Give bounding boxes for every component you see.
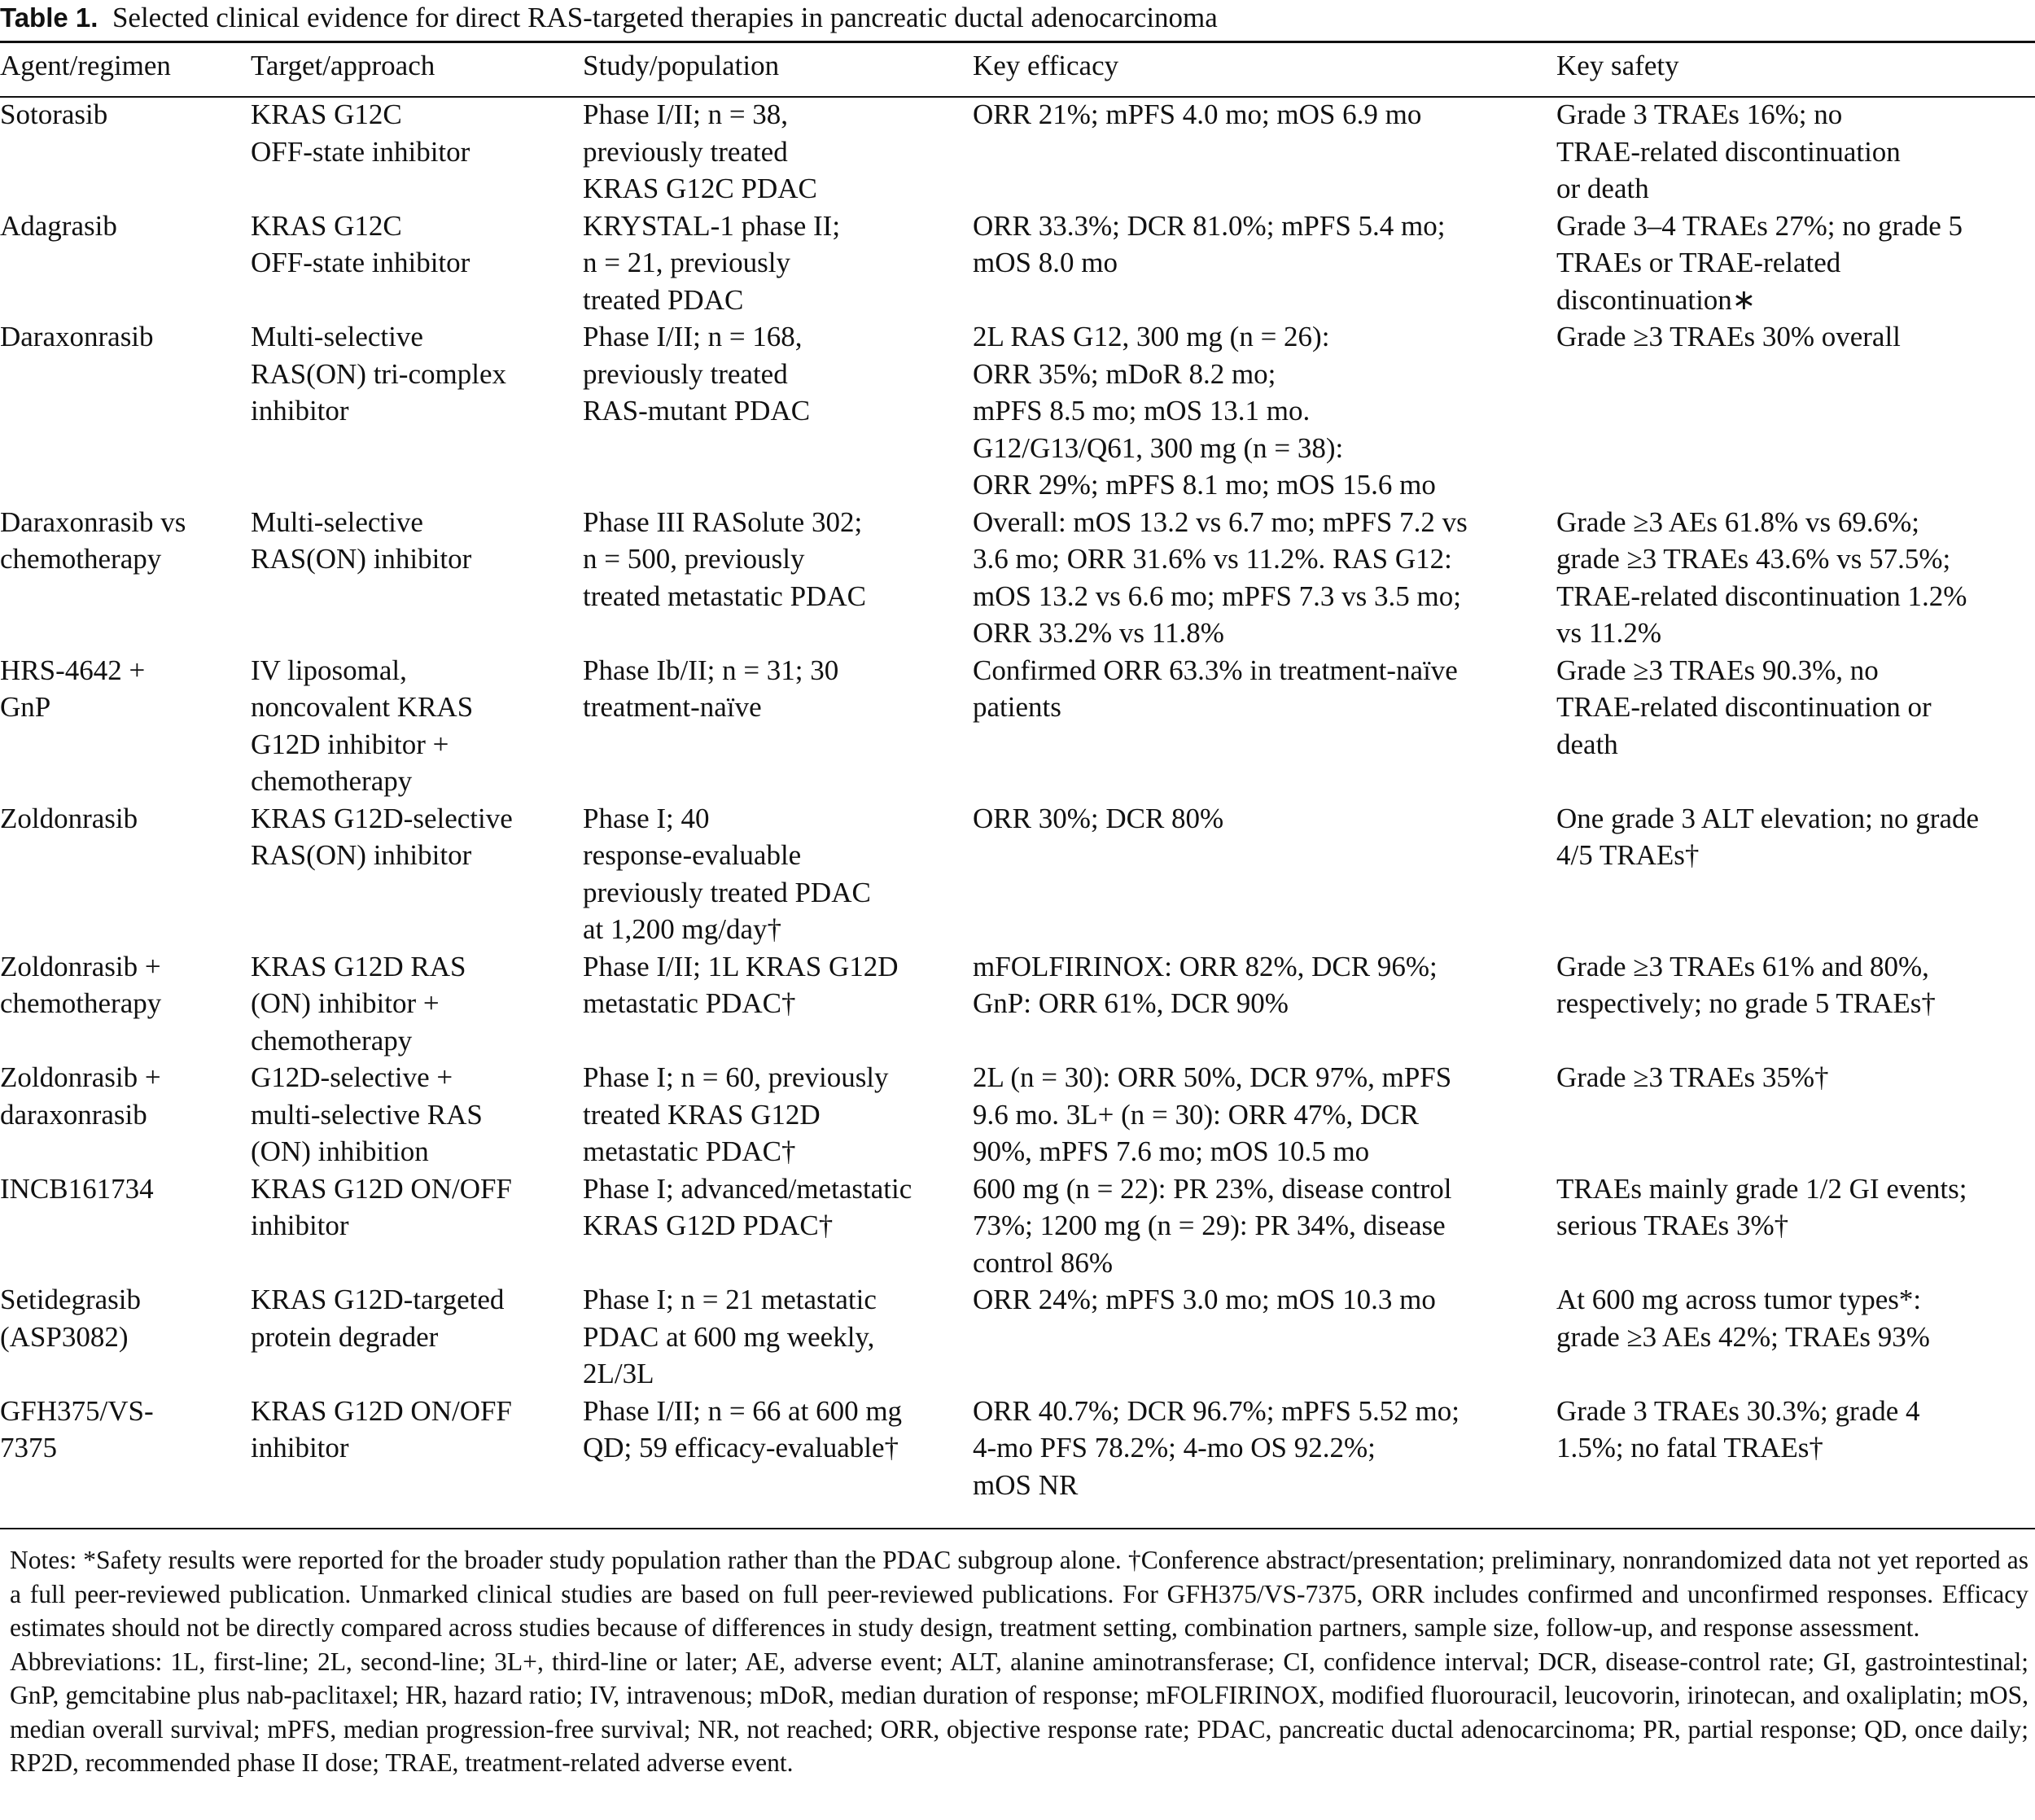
cell-line: OFF-state inhibitor xyxy=(251,247,470,278)
cell-study xyxy=(583,1059,973,1170)
cell-study xyxy=(583,96,973,208)
cell-line: KRAS G12C xyxy=(251,209,402,242)
cell-target xyxy=(251,948,583,1060)
cell-line: response-evaluable xyxy=(583,839,802,871)
cell-agent xyxy=(0,1170,251,1282)
cell-line: previously treated xyxy=(583,357,788,390)
cell-safety xyxy=(1556,1393,2035,1504)
cell-line: TRAE-related discontinuation 1.2% xyxy=(1556,580,1967,612)
cell-line: Grade 3 TRAEs 30.3%; grade 4 xyxy=(1556,1394,1920,1427)
cell-line: 2L (n = 30): ORR 50%, DCR 97%, mPFS xyxy=(973,1061,1452,1093)
cell-line: Phase I/II; 1L KRAS G12D xyxy=(583,950,899,982)
cell-agent xyxy=(0,1281,251,1393)
cell-target xyxy=(251,1281,583,1393)
cell-line: inhibitor xyxy=(251,395,349,427)
cell-line: Grade ≥3 TRAEs 61% and 80%, xyxy=(1556,950,1929,982)
table-row xyxy=(0,652,2035,800)
cell-line: KRAS G12D RAS xyxy=(251,950,466,982)
cell-line: treated metastatic PDAC xyxy=(583,580,866,612)
cell-safety xyxy=(1556,1281,2035,1393)
cell-line: 2L/3L xyxy=(583,1358,654,1389)
cell-line: noncovalent KRAS xyxy=(251,691,474,723)
table-row xyxy=(0,1393,2035,1504)
cell-line: TRAE-related discontinuation or xyxy=(1556,691,1932,723)
cell-line: Multi-selective xyxy=(251,505,423,538)
cell-line: KRAS G12D-targeted xyxy=(251,1284,505,1315)
cell-efficacy xyxy=(973,652,1556,800)
cell-line: multi-selective RAS xyxy=(251,1098,483,1131)
table-header-row xyxy=(0,47,2035,96)
cell-line: (ON) inhibition xyxy=(251,1135,429,1167)
cell-study xyxy=(583,948,973,1060)
cell-agent xyxy=(0,208,251,319)
table-row xyxy=(0,1059,2035,1170)
cell-line: previously treated xyxy=(583,135,788,168)
cell-agent xyxy=(0,652,251,800)
cell-efficacy xyxy=(973,1170,1556,1282)
cell-line: Zoldonrasib + xyxy=(0,950,161,982)
cell-line: Setidegrasib xyxy=(0,1284,142,1315)
cell-line: ORR 33.3%; DCR 81.0%; mPFS 5.4 mo; xyxy=(973,209,1446,242)
cell-line: Zoldonrasib + xyxy=(0,1061,161,1093)
table-caption xyxy=(0,2,1218,34)
cell-study xyxy=(583,318,973,504)
cell-target xyxy=(251,652,583,800)
cell-line: 73%; 1200 mg (n = 29): PR 34%, disease xyxy=(973,1210,1446,1241)
cell-line: At 600 mg across tumor types*: xyxy=(1556,1284,1922,1315)
cell-line: INCB161734 xyxy=(0,1172,154,1205)
cell-agent xyxy=(0,318,251,504)
cell-efficacy xyxy=(973,1059,1556,1170)
cell-line: Phase Ib/II; n = 31; 30 xyxy=(583,654,839,686)
cell-study xyxy=(583,800,973,948)
cell-efficacy xyxy=(973,948,1556,1060)
cell-safety xyxy=(1556,504,2035,652)
table-bottom-rule xyxy=(0,1528,2035,1529)
cell-efficacy xyxy=(973,208,1556,319)
cell-line: (ASP3082) xyxy=(0,1320,129,1353)
cell-target xyxy=(251,318,583,504)
table-row xyxy=(0,1281,2035,1393)
table-notes xyxy=(10,1543,2028,1780)
cell-study xyxy=(583,652,973,800)
cell-agent xyxy=(0,800,251,948)
cell-efficacy xyxy=(973,1281,1556,1393)
cell-line: TRAE-related discontinuation xyxy=(1556,135,1901,168)
cell-line: treatment-naïve xyxy=(583,691,762,723)
cell-line: 7375 xyxy=(0,1432,57,1463)
cell-line: GnP: ORR 61%, DCR 90% xyxy=(973,987,1289,1019)
cell-line: previously treated PDAC xyxy=(583,876,871,908)
cell-safety xyxy=(1556,96,2035,208)
cell-study xyxy=(583,504,973,652)
cell-line: inhibitor xyxy=(251,1210,349,1241)
table-row xyxy=(0,948,2035,1060)
cell-line: ORR 24%; mPFS 3.0 mo; mOS 10.3 mo xyxy=(973,1284,1436,1315)
cell-line: metastatic PDAC† xyxy=(583,1135,796,1167)
cell-line: Phase I; 40 xyxy=(583,802,710,834)
cell-line: 9.6 mo. 3L+ (n = 30): ORR 47%, DCR xyxy=(973,1098,1419,1131)
cell-line: RAS(ON) inhibitor xyxy=(251,543,472,575)
cell-agent xyxy=(0,948,251,1060)
cell-agent xyxy=(0,504,251,652)
cell-target xyxy=(251,96,583,208)
cell-line: Confirmed ORR 63.3% in treatment-naïve xyxy=(973,654,1458,686)
cell-line: RAS(ON) tri-complex xyxy=(251,357,506,390)
cell-line: (ON) inhibitor + xyxy=(251,987,440,1019)
cell-line: Zoldonrasib xyxy=(0,802,138,834)
header-target: Target/approach xyxy=(251,50,435,81)
cell-line: 1.5%; no fatal TRAEs† xyxy=(1556,1432,1823,1463)
cell-line: KRAS G12D PDAC† xyxy=(583,1210,834,1241)
cell-efficacy xyxy=(973,96,1556,208)
cell-line: PDAC at 600 mg weekly, xyxy=(583,1320,875,1353)
cell-line: KRAS G12C PDAC xyxy=(583,173,817,204)
cell-line: patients xyxy=(973,691,1061,723)
cell-efficacy xyxy=(973,800,1556,948)
table-row xyxy=(0,800,2035,948)
cell-target xyxy=(251,1170,583,1282)
cell-target xyxy=(251,504,583,652)
cell-line: Phase I/II; n = 66 at 600 mg xyxy=(583,1394,903,1427)
cell-line: grade ≥3 AEs 42%; TRAEs 93% xyxy=(1556,1320,1930,1353)
cell-line: 4/5 TRAEs† xyxy=(1556,839,1700,871)
cell-line: ORR 35%; mDoR 8.2 mo; xyxy=(973,357,1276,390)
cell-safety xyxy=(1556,1170,2035,1282)
cell-line: 3.6 mo; ORR 31.6% vs 11.2%. RAS G12: xyxy=(973,543,1452,575)
table-caption-text: Selected clinical evidence for direct RAS-targeted therapies in pancreatic ductal adenocarcinoma xyxy=(112,2,1218,33)
cell-line: Phase I/II; n = 168, xyxy=(583,321,803,352)
cell-line: vs 11.2% xyxy=(1556,617,1661,649)
table-top-rule xyxy=(0,41,2035,43)
cell-line: Phase I; n = 60, previously xyxy=(583,1061,889,1093)
cell-target xyxy=(251,800,583,948)
cell-line: 90%, mPFS 7.6 mo; mOS 10.5 mo xyxy=(973,1135,1370,1167)
cell-study xyxy=(583,1281,973,1393)
cell-line: KRYSTAL-1 phase II; xyxy=(583,209,841,242)
cell-line: RAS-mutant PDAC xyxy=(583,395,811,427)
cell-safety xyxy=(1556,318,2035,504)
cell-study xyxy=(583,208,973,319)
cell-line: Daraxonrasib vs xyxy=(0,505,186,538)
cell-line: treated PDAC xyxy=(583,283,744,316)
header-agent: Agent/regimen xyxy=(0,50,171,81)
cell-line: KRAS G12D ON/OFF xyxy=(251,1172,512,1205)
cell-line: Grade ≥3 TRAEs 90.3%, no xyxy=(1556,654,1879,686)
cell-line: 2L RAS G12, 300 mg (n = 26): xyxy=(973,321,1330,352)
cell-line: Grade ≥3 TRAEs 35%† xyxy=(1556,1061,1829,1093)
table-row xyxy=(0,96,2035,208)
cell-line: G12D-selective + xyxy=(251,1061,453,1093)
cell-line: Sotorasib xyxy=(0,98,108,130)
table-row xyxy=(0,208,2035,319)
cell-line: G12/G13/Q61, 300 mg (n = 38): xyxy=(973,431,1344,464)
table-row xyxy=(0,504,2035,652)
header-study: Study/population xyxy=(583,50,780,81)
cell-line: Adagrasib xyxy=(0,209,117,242)
header-safety: Key safety xyxy=(1556,50,1679,81)
cell-line: GFH375/VS- xyxy=(0,1394,154,1427)
cell-line: TRAEs mainly grade 1/2 GI events; xyxy=(1556,1172,1967,1205)
cell-line: Grade 3–4 TRAEs 27%; no grade 5 xyxy=(1556,209,1963,242)
cell-target xyxy=(251,1393,583,1504)
cell-line: mFOLFIRINOX: ORR 82%, DCR 96%; xyxy=(973,950,1438,982)
cell-safety xyxy=(1556,1059,2035,1170)
cell-efficacy xyxy=(973,1393,1556,1504)
cell-line: Phase I; n = 21 metastatic xyxy=(583,1284,877,1315)
cell-line: Phase I/II; n = 38, xyxy=(583,98,789,130)
cell-agent xyxy=(0,96,251,208)
cell-safety xyxy=(1556,800,2035,948)
cell-line: Phase I; advanced/metastatic xyxy=(583,1172,912,1205)
cell-line: Phase III RASolute 302; xyxy=(583,505,863,538)
cell-line: ORR 40.7%; DCR 96.7%; mPFS 5.52 mo; xyxy=(973,1394,1460,1427)
cell-line: chemotherapy xyxy=(251,765,413,797)
cell-line: respectively; no grade 5 TRAEs† xyxy=(1556,987,1936,1019)
cell-line: daraxonrasib xyxy=(0,1098,147,1131)
cell-study xyxy=(583,1170,973,1282)
cell-line: QD; 59 efficacy-evaluable† xyxy=(583,1432,899,1463)
cell-line: protein degrader xyxy=(251,1320,439,1353)
cell-line: OFF-state inhibitor xyxy=(251,135,470,168)
cell-line: HRS-4642 + xyxy=(0,654,146,686)
cell-line: metastatic PDAC† xyxy=(583,987,796,1019)
cell-line: GnP xyxy=(0,691,51,723)
cell-safety xyxy=(1556,208,2035,319)
cell-line: chemotherapy xyxy=(0,543,162,575)
cell-line: chemotherapy xyxy=(251,1024,413,1057)
header-efficacy: Key efficacy xyxy=(973,50,1119,81)
cell-target xyxy=(251,1059,583,1170)
cell-line: Grade ≥3 AEs 61.8% vs 69.6%; xyxy=(1556,505,1919,538)
cell-target xyxy=(251,208,583,319)
cell-line: mOS 8.0 mo xyxy=(973,247,1118,278)
cell-line: One grade 3 ALT elevation; no grade xyxy=(1556,802,1980,834)
abbreviations-paragraph: Abbreviations: 1L, first-line; 2L, second-line; 3L+, third-line or later; AE, adverse event; ALT, alanine aminotransferase; CI, confidence interval; DCR, disease-control rate; GI, gastrointestinal; GnP, gemcitabine plus nab-paclitaxel; HR, hazard ratio; IV, intravenous; mDoR, median duration of response; mFOLFIRINOX, modified fluorouracil, leucovorin, irinotecan, and oxaliplatin; mOS, median overall survival; mPFS, median progression-free survival; NR, not reached; ORR, objective response rate; PDAC, pancreatic ductal adenocarcinoma; PR, partial response; QD, once daily; RP2D, recommended phase II dose; TRAE, treatment-related adverse event. xyxy=(10,1647,2028,1777)
cell-line: grade ≥3 TRAEs 43.6% vs 57.5%; xyxy=(1556,543,1951,575)
cell-line: death xyxy=(1556,728,1618,760)
cell-line: Daraxonrasib xyxy=(0,321,154,352)
cell-safety xyxy=(1556,948,2035,1060)
evidence-table xyxy=(0,47,2035,1503)
cell-line: mOS NR xyxy=(973,1468,1079,1501)
table-row xyxy=(0,318,2035,504)
cell-line: Grade ≥3 TRAEs 30% overall xyxy=(1556,321,1901,352)
table-body xyxy=(0,96,2035,1503)
cell-line: IV liposomal, xyxy=(251,654,407,686)
cell-safety xyxy=(1556,652,2035,800)
cell-efficacy xyxy=(973,504,1556,652)
cell-line: TRAEs or TRAE-related xyxy=(1556,247,1841,278)
cell-line: KRAS G12D-selective xyxy=(251,802,513,834)
cell-line: KRAS G12D ON/OFF xyxy=(251,1394,512,1427)
cell-line: ORR 29%; mPFS 8.1 mo; mOS 15.6 mo xyxy=(973,469,1436,501)
cell-line: serious TRAEs 3%† xyxy=(1556,1210,1789,1241)
cell-line: at 1,200 mg/day† xyxy=(583,913,781,945)
cell-line: ORR 33.2% vs 11.8% xyxy=(973,617,1224,649)
cell-study xyxy=(583,1393,973,1504)
cell-agent xyxy=(0,1393,251,1504)
cell-agent xyxy=(0,1059,251,1170)
table-caption-label: Table 1. xyxy=(0,2,98,33)
cell-line: Grade 3 TRAEs 16%; no xyxy=(1556,98,1843,130)
cell-line: control 86% xyxy=(973,1246,1114,1279)
cell-line: n = 500, previously xyxy=(583,543,805,575)
cell-line: ORR 30%; DCR 80% xyxy=(973,802,1224,834)
cell-line: mOS 13.2 vs 6.6 mo; mPFS 7.3 vs 3.5 mo; xyxy=(973,580,1461,612)
cell-efficacy xyxy=(973,318,1556,504)
cell-line: mPFS 8.5 mo; mOS 13.1 mo. xyxy=(973,395,1311,427)
cell-line: or death xyxy=(1556,173,1649,204)
cell-line: KRAS G12C xyxy=(251,98,402,130)
cell-line: inhibitor xyxy=(251,1432,349,1463)
cell-line: 4-mo PFS 78.2%; 4-mo OS 92.2%; xyxy=(973,1432,1376,1463)
cell-line: Multi-selective xyxy=(251,321,423,352)
cell-line: Overall: mOS 13.2 vs 6.7 mo; mPFS 7.2 vs xyxy=(973,505,1468,538)
cell-line: n = 21, previously xyxy=(583,247,790,278)
cell-line: 600 mg (n = 22): PR 23%, disease control xyxy=(973,1172,1452,1205)
cell-line: G12D inhibitor + xyxy=(251,728,449,760)
cell-line: ORR 21%; mPFS 4.0 mo; mOS 6.9 mo xyxy=(973,98,1422,130)
table-row xyxy=(0,1170,2035,1282)
cell-line: RAS(ON) inhibitor xyxy=(251,839,472,871)
cell-line: discontinuation∗ xyxy=(1556,283,1757,316)
cell-line: chemotherapy xyxy=(0,987,162,1019)
cell-line: treated KRAS G12D xyxy=(583,1098,821,1131)
notes-paragraph: Notes: *Safety results were reported for the broader study population rather than the PDAC subgroup alone. †Conference abstract/presentation; preliminary, nonrandomized data not yet reported as a full peer-reviewed publication. Unmarked clinical studies are based on full peer-reviewed publications. For GFH375/VS-7375, ORR includes confirmed and unconfirmed responses. Efficacy estimates should not be directly compared across studies because of differences in study design, treatment setting, combination partners, sample size, follow-up, and response assessment. xyxy=(10,1546,2028,1642)
